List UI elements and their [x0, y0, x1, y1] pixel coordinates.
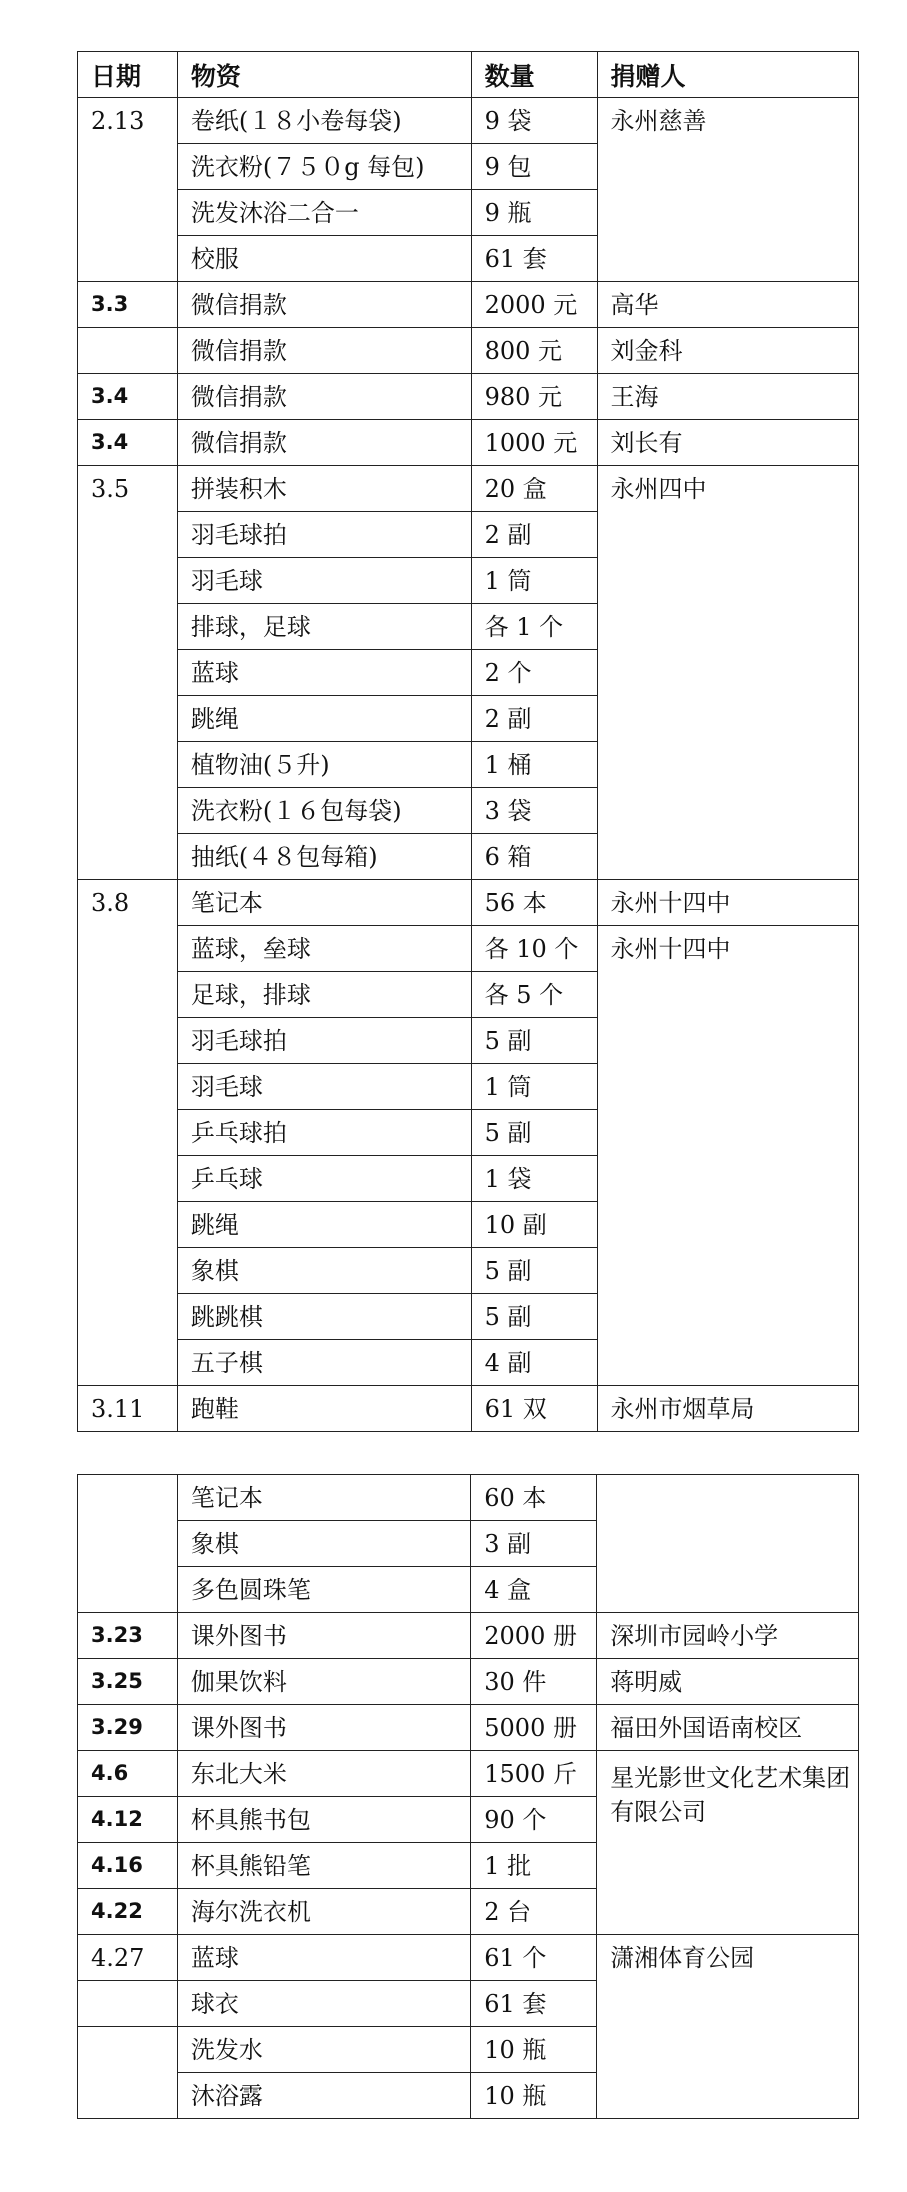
date-cell: 4.22: [78, 1889, 178, 1935]
date-cell: 3.4: [78, 374, 178, 420]
date-cell: 3.23: [78, 1613, 178, 1659]
donor-cell: 永州十四中: [597, 880, 859, 926]
item-cell: 东北大米: [177, 1751, 470, 1797]
donor-cell: 刘长有: [597, 420, 859, 466]
item-cell: 课外图书: [177, 1705, 470, 1751]
qty-cell: 10 副: [471, 1202, 597, 1248]
item-cell: 乒乓球: [177, 1156, 471, 1202]
item-cell: 跑鞋: [177, 1386, 471, 1432]
qty-cell: 2 个: [471, 650, 597, 696]
qty-cell: 各 10 个: [471, 926, 597, 972]
table-row: [78, 1705, 859, 1751]
table-row: [78, 1751, 859, 1797]
qty-cell: 4 副: [471, 1340, 597, 1386]
table-row: [78, 926, 859, 972]
qty-cell: 800 元: [471, 328, 597, 374]
item-cell: 蓝球: [177, 650, 471, 696]
item-cell: 羽毛球拍: [177, 1018, 471, 1064]
table-row: [78, 1613, 859, 1659]
qty-cell: 1 袋: [471, 1156, 597, 1202]
donor-cell: 永州慈善: [597, 98, 859, 282]
table-row: [78, 282, 859, 328]
item-cell: 足球，排球: [177, 972, 471, 1018]
qty-cell: 4 盒: [471, 1567, 597, 1613]
donor-cell: 永州四中: [597, 466, 859, 880]
date-cell: 3.29: [78, 1705, 178, 1751]
qty-cell: 3 副: [471, 1521, 597, 1567]
donor-cell: 蒋明威: [597, 1659, 859, 1705]
qty-cell: 980 元: [471, 374, 597, 420]
item-cell: 羽毛球: [177, 1064, 471, 1110]
date-cell: [78, 1475, 178, 1613]
qty-cell: 60 本: [471, 1475, 597, 1521]
donor-cell: 王海: [597, 374, 859, 420]
qty-cell: 5 副: [471, 1248, 597, 1294]
qty-cell: 各 1 个: [471, 604, 597, 650]
item-cell: 卷纸(１８小卷每袋): [177, 98, 471, 144]
donation-table-upper: [77, 51, 859, 1432]
date-cell: [78, 2027, 178, 2119]
donor-cell: 高华: [597, 282, 859, 328]
item-cell: 伽果饮料: [177, 1659, 470, 1705]
donor-cell: 深圳市园岭小学: [597, 1613, 859, 1659]
item-cell: 抽纸(４８包每箱): [177, 834, 471, 880]
header-qty: 数量: [471, 52, 597, 98]
item-cell: 微信捐款: [177, 374, 471, 420]
date-cell: 3.5: [78, 466, 178, 880]
donor-cell: [597, 1475, 859, 1613]
donor-cell: 永州十四中: [597, 926, 859, 1386]
item-cell: 海尔洗衣机: [177, 1889, 470, 1935]
item-cell: 校服: [177, 236, 471, 282]
date-cell: [78, 1981, 178, 2027]
item-cell: 跳绳: [177, 1202, 471, 1248]
qty-cell: 1000 元: [471, 420, 597, 466]
date-cell: 3.4: [78, 420, 178, 466]
item-cell: 象棋: [177, 1521, 470, 1567]
date-cell: 4.16: [78, 1843, 178, 1889]
date-cell: 3.3: [78, 282, 178, 328]
table-row: [78, 420, 859, 466]
item-cell: 微信捐款: [177, 420, 471, 466]
table-row: [78, 1475, 859, 1521]
qty-cell: 2 副: [471, 512, 597, 558]
item-cell: 杯具熊铅笔: [177, 1843, 470, 1889]
qty-cell: 各 5 个: [471, 972, 597, 1018]
qty-cell: 2000 册: [471, 1613, 597, 1659]
qty-cell: 1 筒: [471, 558, 597, 604]
item-cell: 多色圆珠笔: [177, 1567, 470, 1613]
item-cell: 跳跳棋: [177, 1294, 471, 1340]
date-cell: 2.13: [78, 98, 178, 282]
qty-cell: 9 瓶: [471, 190, 597, 236]
qty-cell: 20 盒: [471, 466, 597, 512]
qty-cell: 61 套: [471, 1981, 597, 2027]
qty-cell: 90 个: [471, 1797, 597, 1843]
donation-table-lower: [77, 1474, 859, 2119]
header-date: 日期: [78, 52, 178, 98]
qty-cell: 61 套: [471, 236, 597, 282]
item-cell: 羽毛球拍: [177, 512, 471, 558]
table-row: [78, 880, 859, 926]
item-cell: 五子棋: [177, 1340, 471, 1386]
item-cell: 笔记本: [177, 880, 471, 926]
table-row: [78, 328, 859, 374]
item-cell: 球衣: [177, 1981, 470, 2027]
item-cell: 洗发沐浴二合一: [177, 190, 471, 236]
date-cell: 3.25: [78, 1659, 178, 1705]
qty-cell: 5 副: [471, 1018, 597, 1064]
qty-cell: 5000 册: [471, 1705, 597, 1751]
qty-cell: 2000 元: [471, 282, 597, 328]
date-cell: 3.11: [78, 1386, 178, 1432]
date-cell: 4.12: [78, 1797, 178, 1843]
qty-cell: 30 件: [471, 1659, 597, 1705]
item-cell: 沐浴露: [177, 2073, 470, 2119]
qty-cell: 61 个: [471, 1935, 597, 1981]
table-row: [78, 374, 859, 420]
qty-cell: 2 副: [471, 696, 597, 742]
qty-cell: 1 桶: [471, 742, 597, 788]
table-row: [78, 1659, 859, 1705]
donor-cell: 永州市烟草局: [597, 1386, 859, 1432]
qty-cell: 9 袋: [471, 98, 597, 144]
qty-cell: 6 箱: [471, 834, 597, 880]
table-row: [78, 1935, 859, 1981]
item-cell: 象棋: [177, 1248, 471, 1294]
table-row: [78, 1386, 859, 1432]
date-cell: [78, 328, 178, 374]
date-cell: 3.8: [78, 880, 178, 1386]
item-cell: 洗衣粉(７５０g 每包): [177, 144, 471, 190]
item-cell: 乒乓球拍: [177, 1110, 471, 1156]
item-cell: 微信捐款: [177, 328, 471, 374]
header-item: 物资: [177, 52, 471, 98]
item-cell: 洗衣粉(１６包每袋): [177, 788, 471, 834]
item-cell: 杯具熊书包: [177, 1797, 470, 1843]
item-cell: 微信捐款: [177, 282, 471, 328]
qty-cell: 10 瓶: [471, 2073, 597, 2119]
qty-cell: 5 副: [471, 1294, 597, 1340]
date-cell: 4.6: [78, 1751, 178, 1797]
qty-cell: 61 双: [471, 1386, 597, 1432]
item-cell: 拼装积木: [177, 466, 471, 512]
item-cell: 跳绳: [177, 696, 471, 742]
table-row: [78, 466, 859, 512]
donor-cell: 福田外国语南校区: [597, 1705, 859, 1751]
donor-cell: 刘金科: [597, 328, 859, 374]
donor-cell: 潇湘体育公园: [597, 1935, 859, 2119]
qty-cell: 56 本: [471, 880, 597, 926]
qty-cell: 1500 斤: [471, 1751, 597, 1797]
item-cell: 羽毛球: [177, 558, 471, 604]
qty-cell: 1 批: [471, 1843, 597, 1889]
date-cell: 4.27: [78, 1935, 178, 1981]
item-cell: 植物油(５升): [177, 742, 471, 788]
item-cell: 蓝球: [177, 1935, 470, 1981]
header-donor: 捐赠人: [597, 52, 859, 98]
item-cell: 洗发水: [177, 2027, 470, 2073]
donor-cell: 星光影世文化艺术集团有限公司: [597, 1751, 859, 1935]
qty-cell: 1 筒: [471, 1064, 597, 1110]
table-row: [78, 98, 859, 144]
qty-cell: 2 台: [471, 1889, 597, 1935]
item-cell: 笔记本: [177, 1475, 470, 1521]
qty-cell: 10 瓶: [471, 2027, 597, 2073]
qty-cell: 5 副: [471, 1110, 597, 1156]
qty-cell: 9 包: [471, 144, 597, 190]
qty-cell: 3 袋: [471, 788, 597, 834]
item-cell: 课外图书: [177, 1613, 470, 1659]
table-header-row: [78, 52, 859, 98]
item-cell: 排球，足球: [177, 604, 471, 650]
item-cell: 蓝球，垒球: [177, 926, 471, 972]
